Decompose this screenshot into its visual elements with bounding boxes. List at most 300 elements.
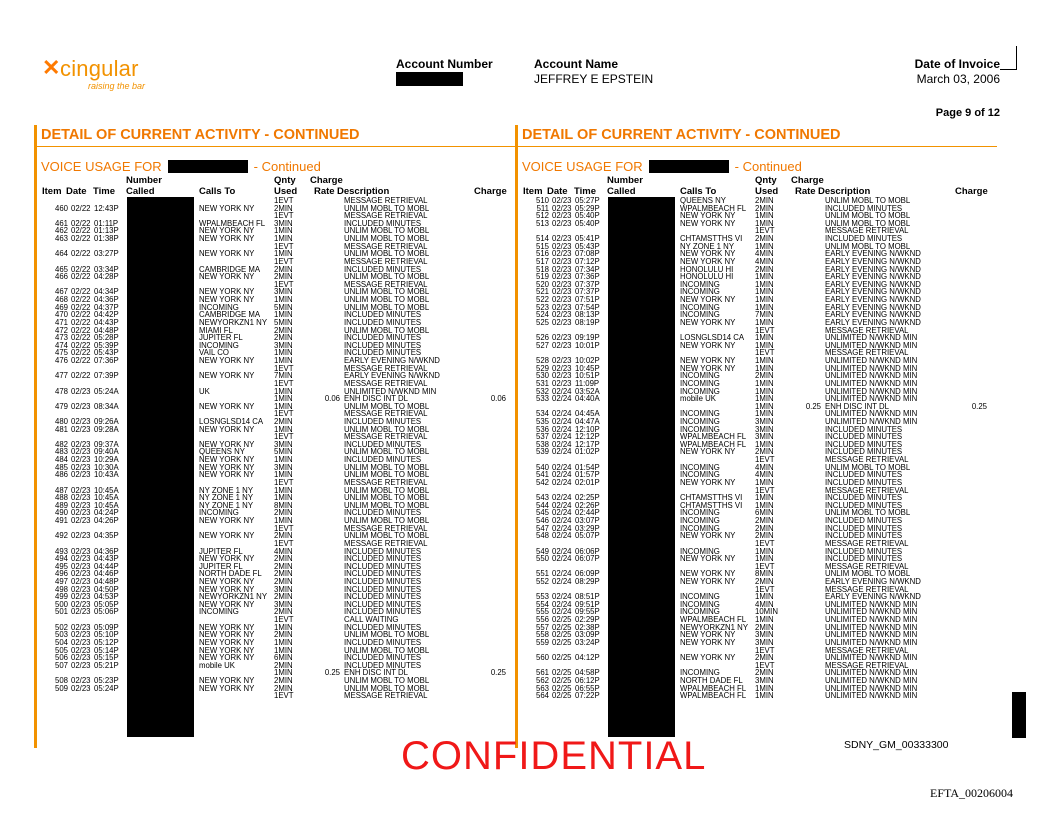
- quantity-used: 4MIN: [755, 249, 774, 259]
- quantity-used: 1EVT: [755, 584, 775, 594]
- quantity-used: 1EVT: [274, 432, 294, 442]
- charge-description: UNLIMITED N/WKND MIN: [825, 607, 918, 617]
- call-date: 02/23: [71, 424, 91, 434]
- call-date: 02/24: [552, 500, 572, 510]
- call-date: 02/23: [71, 500, 91, 510]
- charge-description: UNLIMITED N/WKND MIN: [825, 637, 918, 647]
- item-number: 546: [535, 516, 549, 526]
- call-date: 02/23: [552, 279, 572, 289]
- quantity-used: 2MIN: [274, 203, 293, 213]
- table-row: [515, 319, 997, 326]
- calls-to: NORTH DADE FL: [199, 569, 262, 579]
- charge-description: UNLIM MOBL TO MOBL: [825, 241, 911, 251]
- call-date: 02/24: [552, 477, 572, 487]
- quantity-used: 1EVT: [274, 378, 294, 388]
- voice-usage-suffix: - Continued: [734, 159, 802, 174]
- call-date: 02/23: [71, 531, 91, 541]
- item-number: 489: [54, 500, 68, 510]
- cingular-x-icon: ✕: [42, 55, 61, 80]
- charge-description: INCLUDED MINUTES: [825, 470, 903, 480]
- charge-description: UNLIM MOBL TO MOBL: [344, 500, 430, 510]
- calls-to: NEW YORK NY: [680, 356, 736, 366]
- table-row: [515, 380, 997, 387]
- call-date: 02/24: [552, 523, 572, 533]
- call-time: 04:44P: [94, 561, 119, 571]
- call-time: 04:58P: [575, 668, 600, 678]
- col-qnty-top: Qnty: [274, 175, 296, 186]
- call-date: 02/23: [552, 287, 572, 297]
- call-date: 02/24: [552, 432, 572, 442]
- calls-to: NY ZONE 1 NY: [680, 241, 735, 251]
- col-called: Called: [126, 186, 155, 197]
- call-date: 02/24: [552, 493, 572, 503]
- calls-to: NEW YORK NY: [680, 569, 736, 579]
- charge-description: MESSAGE RETRIEVAL: [344, 538, 428, 548]
- calls-to: WPALMBEACH FL: [680, 683, 747, 693]
- item-number: 475: [54, 348, 68, 358]
- charge-description: INCLUDED MINUTES: [344, 660, 422, 670]
- call-date: 02/23: [552, 203, 572, 213]
- table-row: [34, 677, 516, 684]
- col-charge-top: Charge: [791, 175, 824, 186]
- charge-description: INCLUDED MINUTES: [344, 416, 422, 426]
- quantity-used: 1EVT: [274, 241, 294, 251]
- item-number: 464: [54, 249, 68, 259]
- item-number: 465: [54, 264, 68, 274]
- quantity-used: 1MIN: [274, 401, 293, 411]
- call-time: 06:55P: [575, 683, 600, 693]
- item-number: 479: [54, 401, 68, 411]
- quantity-used: 2MIN: [274, 333, 293, 343]
- charge-amount: 0.06: [490, 394, 506, 404]
- item-number: 527: [535, 340, 549, 350]
- charge-description: UNLIMITED N/WKND MIN: [825, 363, 918, 373]
- quantity-used: 2MIN: [274, 577, 293, 586]
- call-date: 02/23: [71, 561, 91, 571]
- calls-to: NORTH DADE FL: [680, 676, 743, 686]
- quantity-used: 6MIN: [755, 508, 774, 518]
- call-date: 02/23: [71, 386, 91, 396]
- calls-to: INCOMING: [680, 287, 720, 297]
- call-date: 02/22: [71, 302, 91, 312]
- call-date: 02/23: [552, 363, 572, 373]
- call-time: 01:13P: [94, 226, 119, 236]
- charge-description: INCLUDED MINUTES: [344, 584, 422, 594]
- quantity-used: 2MIN: [274, 531, 293, 541]
- charge-description: UNLIM MOBL TO MOBL: [344, 531, 430, 541]
- call-date: 02/24: [552, 394, 572, 404]
- call-date: 02/22: [71, 310, 91, 320]
- call-date: 02/23: [71, 637, 91, 647]
- call-date: 02/25: [552, 676, 572, 686]
- table-row: [515, 296, 997, 303]
- item-number: 505: [54, 645, 68, 655]
- call-time: 05:14P: [94, 645, 119, 655]
- calls-to: INCOMING: [199, 607, 239, 617]
- charge-description: EARLY EVENING N/WKND: [825, 279, 921, 289]
- calls-to: INCOMING: [680, 668, 720, 678]
- charge-description: INCLUDED MINUTES: [344, 592, 422, 602]
- call-date: 02/23: [71, 462, 91, 472]
- call-date: 02/22: [71, 218, 91, 228]
- call-time: 09:28A: [94, 424, 119, 434]
- calls-to: NEW YORK NY: [199, 287, 255, 297]
- quantity-used: 3MIN: [755, 416, 774, 426]
- calls-to: NEW YORK NY: [680, 630, 736, 640]
- charge-description: ENH DISC INT DL: [344, 668, 408, 678]
- item-number: 560: [535, 653, 549, 663]
- call-time: 04:48P: [94, 577, 119, 586]
- charge-description: INCLUDED MINUTES: [344, 455, 422, 465]
- table-row: [515, 677, 997, 684]
- quantity-used: 1MIN: [755, 500, 774, 510]
- calls-to: NEW YORK NY: [680, 477, 736, 487]
- call-date: 02/23: [71, 508, 91, 518]
- charge-description: INCLUDED MINUTES: [344, 569, 422, 579]
- calls-to: INCOMING: [680, 592, 720, 602]
- charge-description: UNLIM MOBL TO MOBL: [344, 272, 430, 282]
- charge-description: EARLY EVENING N/WKND: [825, 256, 921, 266]
- charge-description: UNLIM MOBL TO MOBL: [344, 424, 430, 434]
- calls-to: NEW YORK NY: [199, 371, 255, 381]
- call-date: 02/23: [71, 455, 91, 465]
- call-date: 02/24: [552, 554, 572, 564]
- call-time: 12:12P: [575, 432, 600, 442]
- quantity-used: 1MIN: [755, 592, 774, 602]
- quantity-used: 1MIN: [274, 424, 293, 434]
- voice-usage-prefix: VOICE USAGE FOR: [41, 159, 162, 174]
- calls-to: MIAMI FL: [199, 325, 233, 335]
- charge-description: INCLUDED MINUTES: [825, 500, 903, 510]
- charge-description: EARLY EVENING N/WKND: [825, 317, 921, 327]
- call-date: 02/23: [552, 234, 572, 244]
- calls-to: NY ZONE 1 NY: [199, 493, 254, 503]
- calls-to: NEW YORK NY: [680, 531, 736, 541]
- item-number: 534: [535, 409, 549, 419]
- quantity-used: 2MIN: [755, 264, 774, 274]
- quantity-used: 2MIN: [755, 203, 774, 213]
- charge-description: EARLY EVENING N/WKND: [825, 287, 921, 297]
- call-time: 05:43P: [575, 241, 600, 251]
- calls-to: INCOMING: [680, 371, 720, 381]
- call-date: 02/23: [71, 447, 91, 457]
- call-time: 10:45P: [575, 363, 600, 373]
- call-date: 02/23: [552, 371, 572, 381]
- charge-description: UNLIMITED N/WKND MIN: [825, 630, 918, 640]
- col-item: Item: [523, 186, 543, 197]
- call-date: 02/24: [552, 409, 572, 419]
- item-number: 504: [54, 637, 68, 647]
- quantity-used: 1EVT: [755, 660, 775, 670]
- call-time: 08:19P: [575, 317, 600, 327]
- quantity-used: 5MIN: [274, 317, 293, 327]
- charge-description: EARLY EVENING N/WKND: [344, 371, 440, 381]
- call-time: 05:15P: [94, 653, 119, 663]
- calls-to: NEW YORK NY: [680, 447, 736, 457]
- account-number-label: Account Number: [396, 57, 493, 71]
- efta-number: EFTA_00206004: [930, 786, 1014, 800]
- quantity-used: 7MIN: [274, 371, 293, 381]
- bates-number: SDNY_GM_00333300: [844, 739, 949, 751]
- table-row: [34, 517, 516, 524]
- calls-to: NEW YORK NY: [680, 249, 736, 259]
- item-number: 538: [535, 439, 549, 449]
- call-date: 02/23: [71, 653, 91, 663]
- quantity-used: 1MIN: [755, 218, 774, 228]
- call-time: 05:24A: [94, 386, 119, 396]
- calls-to: INCOMING: [680, 279, 720, 289]
- quantity-used: 1EVT: [755, 455, 775, 465]
- quantity-used: 6MIN: [274, 653, 293, 663]
- table-row: [34, 258, 516, 265]
- quantity-used: 2MIN: [755, 531, 774, 541]
- call-time: 06:07P: [575, 554, 600, 564]
- call-time: 07:51P: [575, 295, 600, 305]
- call-time: 02:26P: [575, 500, 600, 510]
- call-date: 02/25: [552, 615, 572, 625]
- call-time: 04:40A: [575, 394, 600, 404]
- charge-description: EARLY EVENING N/WKND: [825, 249, 921, 259]
- call-date: 02/23: [71, 622, 91, 632]
- quantity-used: 1EVT: [274, 615, 294, 625]
- call-time: 02:29P: [575, 615, 600, 625]
- quantity-used: 1EVT: [755, 226, 775, 236]
- account-name-label: Account Name: [534, 57, 619, 71]
- quantity-used: 1MIN: [755, 554, 774, 564]
- col-rate: Rate: [795, 186, 816, 197]
- calls-to: NEW YORK NY: [199, 554, 255, 564]
- calls-to: NEW YORK NY: [199, 356, 255, 366]
- charge-description: UNLIM MOBL TO MOBL: [344, 325, 430, 335]
- item-number: 467: [54, 287, 68, 297]
- quantity-used: 3MIN: [755, 637, 774, 647]
- call-time: 07:08P: [575, 249, 600, 259]
- item-number: 485: [54, 462, 68, 472]
- call-date: 02/24: [552, 546, 572, 556]
- charge-description: INCLUDED MINUTES: [344, 599, 422, 609]
- item-number: 563: [535, 683, 549, 693]
- call-time: 02:25P: [575, 493, 600, 503]
- quantity-used: 2MIN: [755, 523, 774, 533]
- call-time: 10:29A: [94, 455, 119, 465]
- quantity-used: 3MIN: [755, 630, 774, 640]
- calls-to: mobile UK: [680, 394, 716, 404]
- call-time: 09:40A: [94, 447, 119, 457]
- charge-description: UNLIM MOBL TO MOBL: [344, 295, 430, 305]
- quantity-used: 1MIN: [274, 234, 293, 244]
- item-number: 496: [54, 569, 68, 579]
- item-number: 556: [535, 615, 549, 625]
- calls-to: NEW YORK NY: [199, 470, 255, 480]
- quantity-used: 2MIN: [274, 508, 293, 518]
- item-number: 521: [535, 287, 549, 297]
- call-date: 02/24: [552, 386, 572, 396]
- call-date: 02/23: [552, 333, 572, 343]
- redaction-block: [649, 160, 729, 173]
- call-time: 07:37P: [575, 287, 600, 297]
- calls-to: NEWYORKZN1 NY: [199, 317, 268, 327]
- call-time: 04:53P: [94, 592, 119, 602]
- call-time: 05:43P: [94, 348, 119, 358]
- corner-mark: [1016, 46, 1017, 70]
- item-number: 533: [535, 394, 549, 404]
- quantity-used: 2MIN: [274, 272, 293, 282]
- calls-to: NEW YORK NY: [680, 363, 736, 373]
- charge-description: EARLY EVENING N/WKND: [825, 295, 921, 305]
- item-number: 539: [535, 447, 549, 457]
- calls-to: NEW YORK NY: [199, 234, 255, 244]
- charge-description: INCLUDED MINUTES: [344, 607, 422, 617]
- call-date: 02/22: [71, 234, 91, 244]
- confidential-stamp: CONFIDENTIAL: [401, 734, 707, 778]
- call-time: 02:01P: [575, 477, 600, 487]
- calls-to: NEW YORK NY: [680, 637, 736, 647]
- item-number: 509: [54, 683, 68, 693]
- quantity-used: 1EVT: [755, 325, 775, 335]
- calls-to: VAIL CO: [199, 348, 229, 358]
- charge-description: UNLIMITED N/WKND MIN: [825, 371, 918, 381]
- item-number: 540: [535, 462, 549, 472]
- quantity-used: 2MIN: [274, 264, 293, 274]
- calls-to: NEW YORK NY: [680, 218, 736, 228]
- calls-to: NEW YORK NY: [199, 226, 255, 236]
- item-number: 462: [54, 226, 68, 236]
- table-row: [34, 296, 516, 303]
- call-time: 03:29P: [575, 523, 600, 533]
- charge-description: INCLUDED MINUTES: [344, 577, 422, 586]
- table-row: [515, 578, 997, 585]
- calls-to: QUEENS NY: [199, 447, 245, 457]
- item-number: 484: [54, 455, 68, 465]
- charge-description: UNLIM MOBL TO MOBL: [825, 218, 911, 228]
- charge-description: UNLIM MOBL TO MOBL: [344, 485, 430, 495]
- table-row: [515, 197, 997, 204]
- charge-description: INCLUDED MINUTES: [344, 622, 422, 632]
- call-time: 04:37P: [94, 302, 119, 312]
- quantity-used: 2MIN: [274, 683, 293, 693]
- item-number: 476: [54, 356, 68, 366]
- quantity-used: 1EVT: [755, 538, 775, 548]
- calls-to: CAMBRIDGE MA: [199, 264, 261, 274]
- item-number: 498: [54, 584, 68, 594]
- call-time: 07:22P: [575, 691, 600, 701]
- calls-to: NEW YORK NY: [680, 653, 736, 663]
- calls-to: HONOLULU HI: [680, 264, 734, 274]
- quantity-used: 1EVT: [755, 485, 775, 495]
- calls-to: INCOMING: [680, 386, 720, 396]
- calls-to: INCOMING: [199, 340, 239, 350]
- item-number: 557: [535, 622, 549, 632]
- calls-to: INCOMING: [680, 546, 720, 556]
- call-date: 02/23: [552, 249, 572, 259]
- call-date: 02/25: [552, 637, 572, 647]
- call-time: 06:06P: [575, 546, 600, 556]
- calls-to: NEW YORK NY: [199, 622, 255, 632]
- charge-description: INCLUDED MINUTES: [344, 439, 422, 449]
- call-date: 02/24: [552, 599, 572, 609]
- quantity-used: 1MIN: [274, 455, 293, 465]
- charge-description: UNLIMITED N/WKND MIN: [825, 676, 918, 686]
- call-time: 04:42P: [94, 310, 119, 320]
- quantity-used: 1EVT: [274, 279, 294, 289]
- item-number: 469: [54, 302, 68, 312]
- charge-description: UNLIMITED N/WKND MIN: [825, 416, 918, 426]
- charge-description: UNLIM MOBL TO MOBL: [344, 401, 430, 411]
- quantity-used: 4MIN: [755, 256, 774, 266]
- call-time: 10:45A: [94, 493, 119, 503]
- calls-to: CHTAMSTTHS VI: [680, 493, 743, 503]
- charge-description: MESSAGE RETRIEVAL: [344, 256, 428, 266]
- item-number: 515: [535, 241, 549, 251]
- call-time: 03:24P: [575, 637, 600, 647]
- call-date: 02/22: [71, 226, 91, 236]
- item-number: 491: [54, 516, 68, 526]
- corner-mark-foot: [1000, 69, 1016, 70]
- charge-description: INCLUDED MINUTES: [825, 523, 903, 533]
- calls-to: INCOMING: [680, 378, 720, 388]
- charge-description: MESSAGE RETRIEVAL: [344, 432, 428, 442]
- charge-description: UNLIM MOBL TO MOBL: [344, 676, 430, 686]
- item-number: 460: [54, 203, 68, 213]
- call-time: 05:40P: [575, 218, 600, 228]
- quantity-used: 1MIN: [755, 333, 774, 343]
- charge-description: UNLIMITED N/WKND MIN: [825, 691, 918, 701]
- call-date: 02/23: [71, 607, 91, 617]
- call-time: 08:29P: [575, 577, 600, 586]
- calls-to: NEW YORK NY: [680, 577, 736, 586]
- item-number: 552: [535, 577, 549, 586]
- call-time: 04:48P: [94, 325, 119, 335]
- call-time: 03:52A: [575, 386, 600, 396]
- charge-description: MESSAGE RETRIEVAL: [825, 584, 909, 594]
- calls-to: JUPITER FL: [199, 546, 243, 556]
- calls-to: INCOMING: [680, 599, 720, 609]
- table-row: [34, 380, 516, 387]
- quantity-used: 1MIN: [755, 477, 774, 487]
- quantity-used: 2MIN: [274, 607, 293, 617]
- quantity-used: 5MIN: [274, 302, 293, 312]
- col-description: Description: [337, 186, 390, 197]
- item-number: 548: [535, 531, 549, 541]
- quantity-used: 2MIN: [274, 554, 293, 564]
- calls-to: NEW YORK NY: [680, 317, 736, 327]
- charge-description: MESSAGE RETRIEVAL: [825, 325, 909, 335]
- call-time: 03:07P: [575, 516, 600, 526]
- call-date: 02/23: [71, 554, 91, 564]
- charge-description: UNLIM MOBL TO MOBL: [344, 493, 430, 503]
- voice-usage-suffix: - Continued: [253, 159, 321, 174]
- charge-description: MESSAGE RETRIEVAL: [344, 409, 428, 419]
- col-item: Item: [42, 186, 62, 197]
- calls-to: WPALMBEACH FL: [680, 203, 747, 213]
- item-number: 517: [535, 256, 549, 266]
- item-number: 481: [54, 424, 68, 434]
- quantity-used: 1MIN: [755, 272, 774, 282]
- item-number: 510: [535, 196, 549, 205]
- call-date: 02/22: [71, 287, 91, 297]
- call-time: 04:24P: [94, 508, 119, 518]
- table-row: [34, 357, 516, 364]
- charge-description: MESSAGE RETRIEVAL: [825, 561, 909, 571]
- redaction-block: [1012, 692, 1026, 738]
- call-date: 02/23: [71, 493, 91, 503]
- charge-description: UNLIM MOBL TO MOBL: [344, 447, 430, 457]
- quantity-used: 1MIN: [755, 401, 774, 411]
- col-charge: Charge: [955, 186, 988, 197]
- charge-description: ENH DISC INT DL: [344, 394, 408, 404]
- item-number: 523: [535, 302, 549, 312]
- charge-description: INCLUDED MINUTES: [344, 653, 422, 663]
